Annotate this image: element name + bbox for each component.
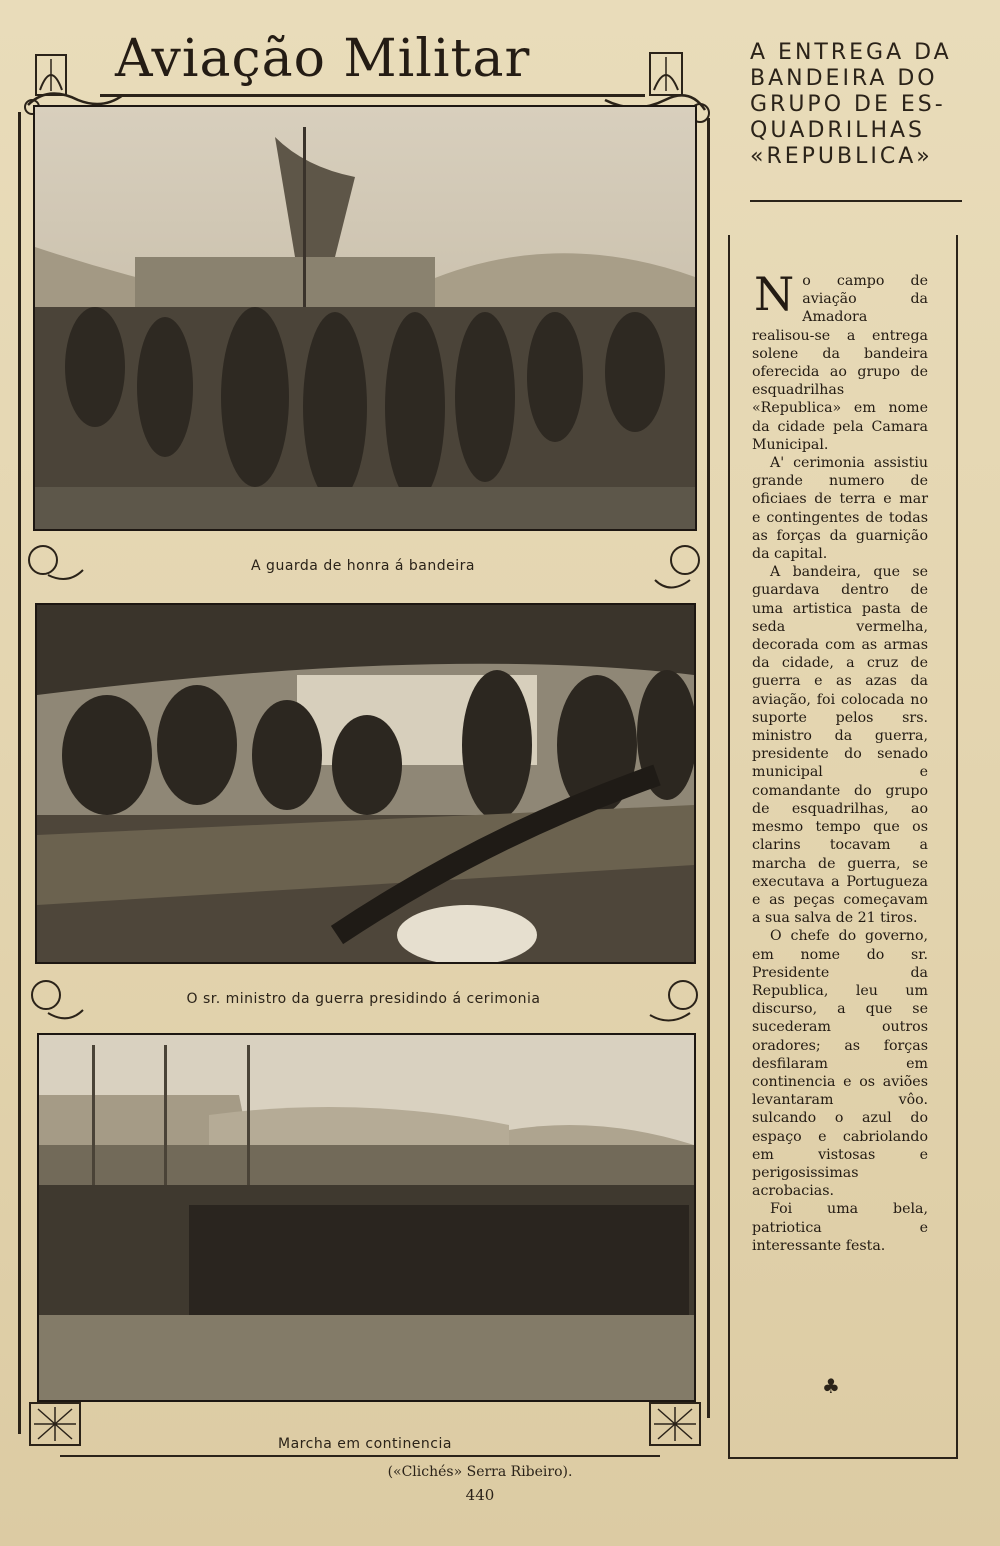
article-paragraph-1: No campo de aviação da Amadora realisou-se a entrega solene da bandeira oferecida ao grupo de esquadrilhas «Republica» em nome da cidade pela Camara Municipal. (752, 267, 928, 453)
frame-left-line (18, 112, 21, 1434)
headline-line-1: A ENTREGA DA (750, 40, 952, 65)
title-rule (100, 94, 645, 97)
ornament-bottom-right-icon (640, 1395, 720, 1465)
page-title: Aviação Militar (115, 29, 531, 89)
article-paragraph-5: Foi uma bela, patriotica e interessante festa. (752, 1201, 928, 1254)
caption-photo-1: A guarda de honra á bandeira (251, 558, 475, 574)
article-paragraph-3: A bandeira, que se guardava dentro de uma artistica pasta de seda vermelha, decorada com as armas da cidade, a cruz de guerra e as azas da aviação, foi colocada no suporte pelos srs. ministro da guerra, presidente do senado municipal e comandante do grupo de esquadrilhas, ao mesmo tempo que os clarins tocavam a marcha de guerra, se executava a Portugueza e as peças começavam a sua salva de 21 tiros. (752, 564, 928, 927)
headline-line-4: QUADRILHAS (750, 118, 925, 143)
article-paragraph-4: O chefe do governo, em nome do sr. Presidente da Republica, leu um discurso, a que se sucederam outros oradores; as forças desfilaram em continencia e os aviões levantaram vôo. sulcando o azul do espaço e cabriolando em vistosas e perigosissimas acrobacias. (752, 928, 928, 1200)
caption-photo-3: Marcha em continencia (278, 1436, 452, 1452)
article-paragraph-2: A' cerimonia assistiu grande numero de oficiaes de terra e mar e contingentes de todas as forças da guarnição da capital. (752, 455, 928, 563)
headline-line-5: «REPUBLICA» (750, 144, 933, 169)
headline-rule (750, 200, 962, 202)
photo-honor-guard (33, 105, 697, 531)
frame-bottom-line (60, 1455, 660, 1457)
photo-credits: («Clichés» Serra Ribeiro). (387, 1464, 573, 1480)
article-body (752, 267, 928, 1255)
headline-line-2: BANDEIRA DO (750, 66, 938, 91)
photo-minister (35, 603, 696, 964)
club-icon: ♣ (822, 1374, 840, 1398)
drop-cap: N (754, 267, 795, 321)
page-number: 440 (465, 1486, 495, 1504)
ornament-bottom-left-icon (18, 1395, 108, 1465)
headline-line-3: GRUPO DE ES- (750, 92, 946, 117)
article-headline (750, 40, 965, 170)
frame-right-line (707, 118, 710, 1418)
photo-march (37, 1033, 696, 1402)
caption-photo-2: O sr. ministro da guerra presidindo á cerimonia (186, 991, 541, 1007)
